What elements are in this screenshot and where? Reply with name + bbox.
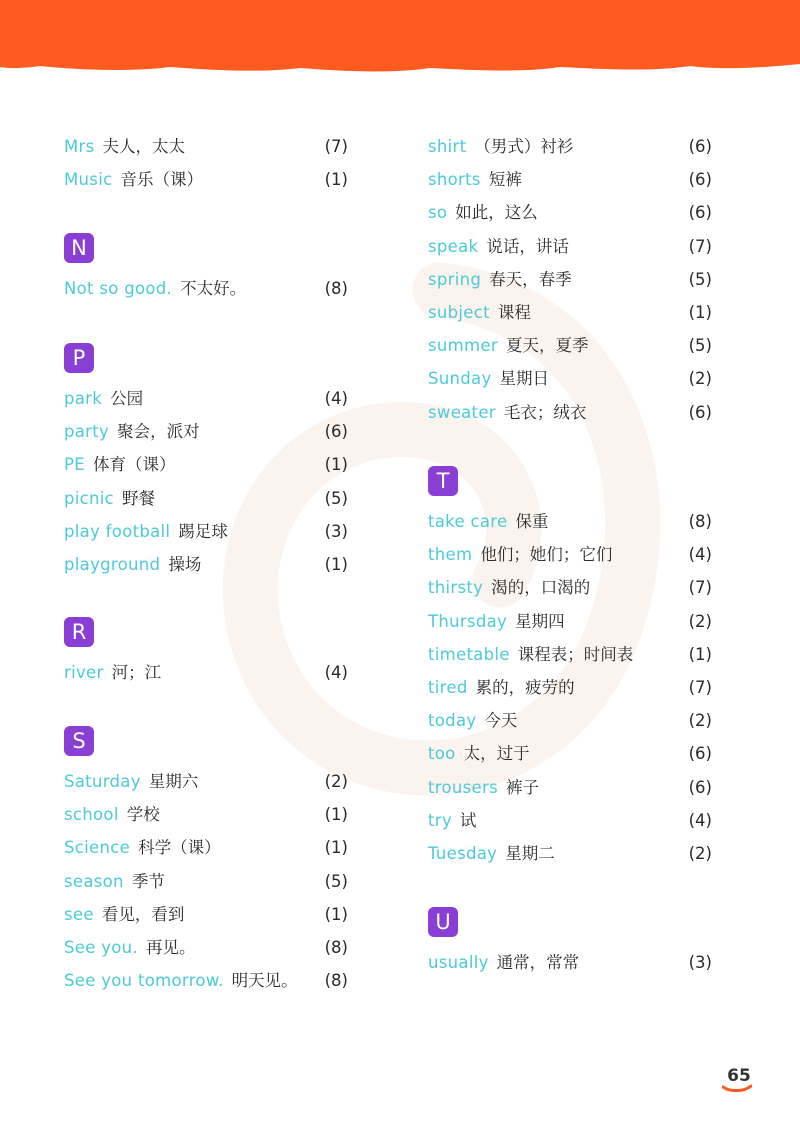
entry-english: summer: [428, 336, 498, 356]
entry-english: today: [428, 711, 477, 731]
entry-chinese: 夫人，太太: [102, 137, 186, 156]
entry-english: school: [64, 805, 119, 825]
vocab-entry-sweater: [428, 401, 712, 425]
vocab-entry-see: [64, 903, 348, 927]
entry-chinese: 如此，这么: [455, 203, 538, 223]
entry-unit-number: (7): [688, 236, 712, 256]
entry-english: Tuesday: [428, 844, 498, 863]
entry-english: trousers: [428, 777, 498, 797]
entry-chinese: 春天，春季: [489, 269, 572, 289]
entry-english: Science: [64, 838, 131, 858]
entry-chinese: 太，过于: [463, 744, 530, 764]
section-letter-r: R: [64, 617, 94, 647]
entry-chinese: 通常，常常: [496, 953, 580, 972]
entry-english: see: [64, 904, 94, 924]
page-number: 65: [727, 1066, 751, 1086]
entry-chinese: 科学（课）: [138, 838, 221, 858]
entry-unit-number: (2): [324, 772, 348, 791]
entry-english: Saturday: [64, 772, 141, 791]
entry-unit-number: (5): [688, 269, 712, 289]
entry-unit-number: (6): [688, 203, 712, 223]
vocab-entry-spring: [428, 268, 712, 292]
entry-unit-number: (6): [324, 422, 348, 442]
entry-unit-number: (2): [688, 369, 712, 389]
entry-chinese: 操场: [168, 555, 202, 574]
vocab-entry-summer: [428, 334, 712, 358]
entry-chinese: 夏天，夏季: [505, 336, 589, 356]
entry-unit-number: (2): [688, 611, 712, 631]
entry-chinese: 踢足球: [178, 521, 228, 541]
section-letter-p: P: [64, 343, 94, 373]
vocab-entry-trousers: [428, 776, 712, 800]
entry-english: too: [428, 744, 456, 764]
vocab-entry-take-care: [428, 510, 712, 534]
vocab-entry-too: [428, 742, 712, 766]
vocab-entry-timetable: [428, 643, 712, 667]
entry-english: shorts: [428, 170, 481, 190]
entry-chinese: 河；江: [111, 663, 162, 682]
entry-english: play football: [64, 521, 171, 541]
entry-english: Thursday: [428, 611, 508, 631]
entry-chinese: 星期六: [148, 772, 199, 791]
entry-unit-number: (8): [324, 971, 348, 991]
section-letter-t: T: [428, 466, 458, 496]
entry-unit-number: (5): [324, 871, 348, 891]
vocab-entry-tired: [428, 676, 712, 700]
entry-unit-number: (7): [324, 137, 348, 156]
section-letter-u: U: [428, 907, 458, 937]
vocab-entry-river: [64, 661, 348, 685]
vocab-entry-saturday: [64, 770, 348, 794]
entry-unit-number: (8): [324, 279, 348, 298]
vocab-entry-thursday: [428, 610, 712, 634]
entry-english: Music: [64, 170, 113, 190]
entry-unit-number: (1): [688, 644, 712, 664]
entry-unit-number: (1): [324, 455, 348, 475]
entry-english: PE: [64, 455, 85, 475]
entry-unit-number: (1): [324, 838, 348, 858]
banner-shape: [0, 0, 800, 80]
entry-english: spring: [428, 269, 482, 289]
vocab-entry-sunday: [428, 367, 712, 391]
entry-english: park: [64, 389, 103, 408]
entry-unit-number: (4): [688, 545, 712, 565]
entry-unit-number: (5): [688, 336, 712, 356]
entry-chinese: 说话，讲话: [486, 236, 569, 256]
page-number-swoosh: [722, 1083, 752, 1093]
vocab-entry-mrs: [64, 135, 348, 159]
entry-unit-number: (8): [324, 938, 348, 957]
vocab-entry-party: [64, 420, 348, 444]
entry-unit-number: (1): [324, 904, 348, 924]
entry-unit-number: (3): [324, 521, 348, 541]
entry-chinese: 短裤: [488, 170, 522, 190]
entry-english: try: [428, 810, 452, 830]
entry-english: party: [64, 422, 110, 442]
entry-english: See you tomorrow.: [64, 971, 224, 991]
entry-unit-number: (7): [688, 678, 712, 697]
vocab-entry-play-football: [64, 520, 348, 544]
entry-chinese: 累的，疲劳的: [475, 678, 575, 697]
entry-english: Mrs: [64, 137, 95, 156]
entry-chinese: 体育（课）: [92, 455, 176, 475]
entry-english: See you.: [64, 938, 138, 957]
entry-chinese: 星期日: [499, 369, 550, 389]
entry-english: tired: [428, 678, 468, 697]
vocab-entry-tuesday: [428, 842, 712, 866]
entry-chinese: 星期二: [505, 844, 555, 863]
vocab-entry-see-you-tomorrow-: [64, 969, 348, 993]
entry-chinese: 音乐（课）: [120, 170, 203, 190]
entry-english: Not so good.: [64, 279, 173, 298]
vocab-entry-try: [428, 809, 712, 833]
top-banner: [0, 0, 800, 80]
entry-chinese: 看见，看到: [101, 904, 185, 924]
entry-chinese: （男式）衬衫: [474, 137, 574, 156]
entry-english: playground: [64, 555, 161, 574]
entry-english: Sunday: [428, 369, 492, 389]
vocab-entry-music: [64, 168, 348, 192]
entry-chinese: 明天见。: [231, 971, 298, 991]
entry-chinese: 课程表；时间表: [517, 644, 634, 664]
entry-unit-number: (1): [324, 170, 348, 190]
vocab-entry-season: [64, 870, 348, 894]
vocab-entry-science: [64, 836, 348, 860]
entry-chinese: 季节: [131, 871, 165, 891]
vocab-entry-shirt: [428, 135, 712, 159]
entry-chinese: 他们；她们；它们: [480, 545, 613, 565]
entry-english: shirt: [428, 137, 467, 156]
vocab-entry-so: [428, 201, 712, 225]
vocab-entry-subject: [428, 301, 712, 325]
vocab-entry-picnic: [64, 487, 348, 511]
entry-unit-number: (3): [688, 953, 712, 972]
entry-english: river: [64, 663, 104, 682]
entry-english: them: [428, 545, 473, 565]
entry-chinese: 毛衣；绒衣: [503, 402, 587, 422]
entry-english: usually: [428, 953, 489, 972]
vocab-entry-today: [428, 709, 712, 733]
entry-chinese: 学校: [126, 805, 160, 825]
entry-unit-number: (1): [324, 805, 348, 825]
entry-unit-number: (7): [688, 578, 712, 598]
entry-chinese: 聚会，派对: [117, 422, 200, 442]
entry-unit-number: (4): [324, 663, 348, 682]
entry-chinese: 课程: [497, 303, 531, 322]
entry-unit-number: (1): [688, 303, 712, 322]
entry-chinese: 裤子: [505, 777, 539, 797]
entry-english: take care: [428, 512, 508, 531]
entry-english: timetable: [428, 644, 510, 664]
entry-unit-number: (2): [688, 711, 712, 731]
entry-unit-number: (6): [688, 777, 712, 797]
vocab-entry-usually: [428, 951, 712, 975]
vocab-entry-playground: [64, 553, 348, 577]
entry-chinese: 保重: [515, 512, 549, 531]
entry-english: so: [428, 203, 448, 223]
vocab-entry-school: [64, 803, 348, 827]
entry-chinese: 试: [459, 810, 477, 830]
section-letter-n: N: [64, 233, 94, 263]
entry-chinese: 不太好。: [180, 279, 247, 298]
vocab-entry-speak: [428, 235, 712, 259]
vocab-entry-shorts: [428, 168, 712, 192]
entry-unit-number: (6): [688, 137, 712, 156]
entry-unit-number: (6): [688, 744, 712, 764]
entry-chinese: 渴的，口渴的: [491, 578, 591, 598]
entry-unit-number: (8): [688, 512, 712, 531]
entry-unit-number: (6): [688, 402, 712, 422]
entry-unit-number: (5): [324, 488, 348, 508]
entry-unit-number: (4): [324, 389, 348, 408]
section-letter-s: S: [64, 726, 94, 756]
vocab-entry-them: [428, 543, 712, 567]
entry-chinese: 野餐: [122, 488, 156, 508]
entry-english: subject: [428, 303, 490, 322]
entry-chinese: 今天: [484, 711, 518, 731]
vocab-entry-thirsty: [428, 576, 712, 600]
entry-unit-number: (2): [688, 844, 712, 863]
entry-english: picnic: [64, 488, 115, 508]
vocab-entry-see-you-: [64, 936, 348, 960]
entry-unit-number: (4): [688, 810, 712, 830]
entry-english: sweater: [428, 402, 496, 422]
entry-chinese: 公园: [110, 389, 144, 408]
entry-chinese: 星期四: [515, 611, 565, 631]
entry-unit-number: (1): [324, 555, 348, 574]
entry-english: season: [64, 871, 124, 891]
vocab-entry-pe: [64, 453, 348, 477]
vocab-entry-not-so-good-: [64, 277, 348, 301]
entry-unit-number: (6): [688, 170, 712, 190]
entry-english: thirsty: [428, 578, 484, 598]
entry-chinese: 再见。: [145, 938, 196, 957]
vocab-entry-park: [64, 387, 348, 411]
entry-english: speak: [428, 236, 479, 256]
